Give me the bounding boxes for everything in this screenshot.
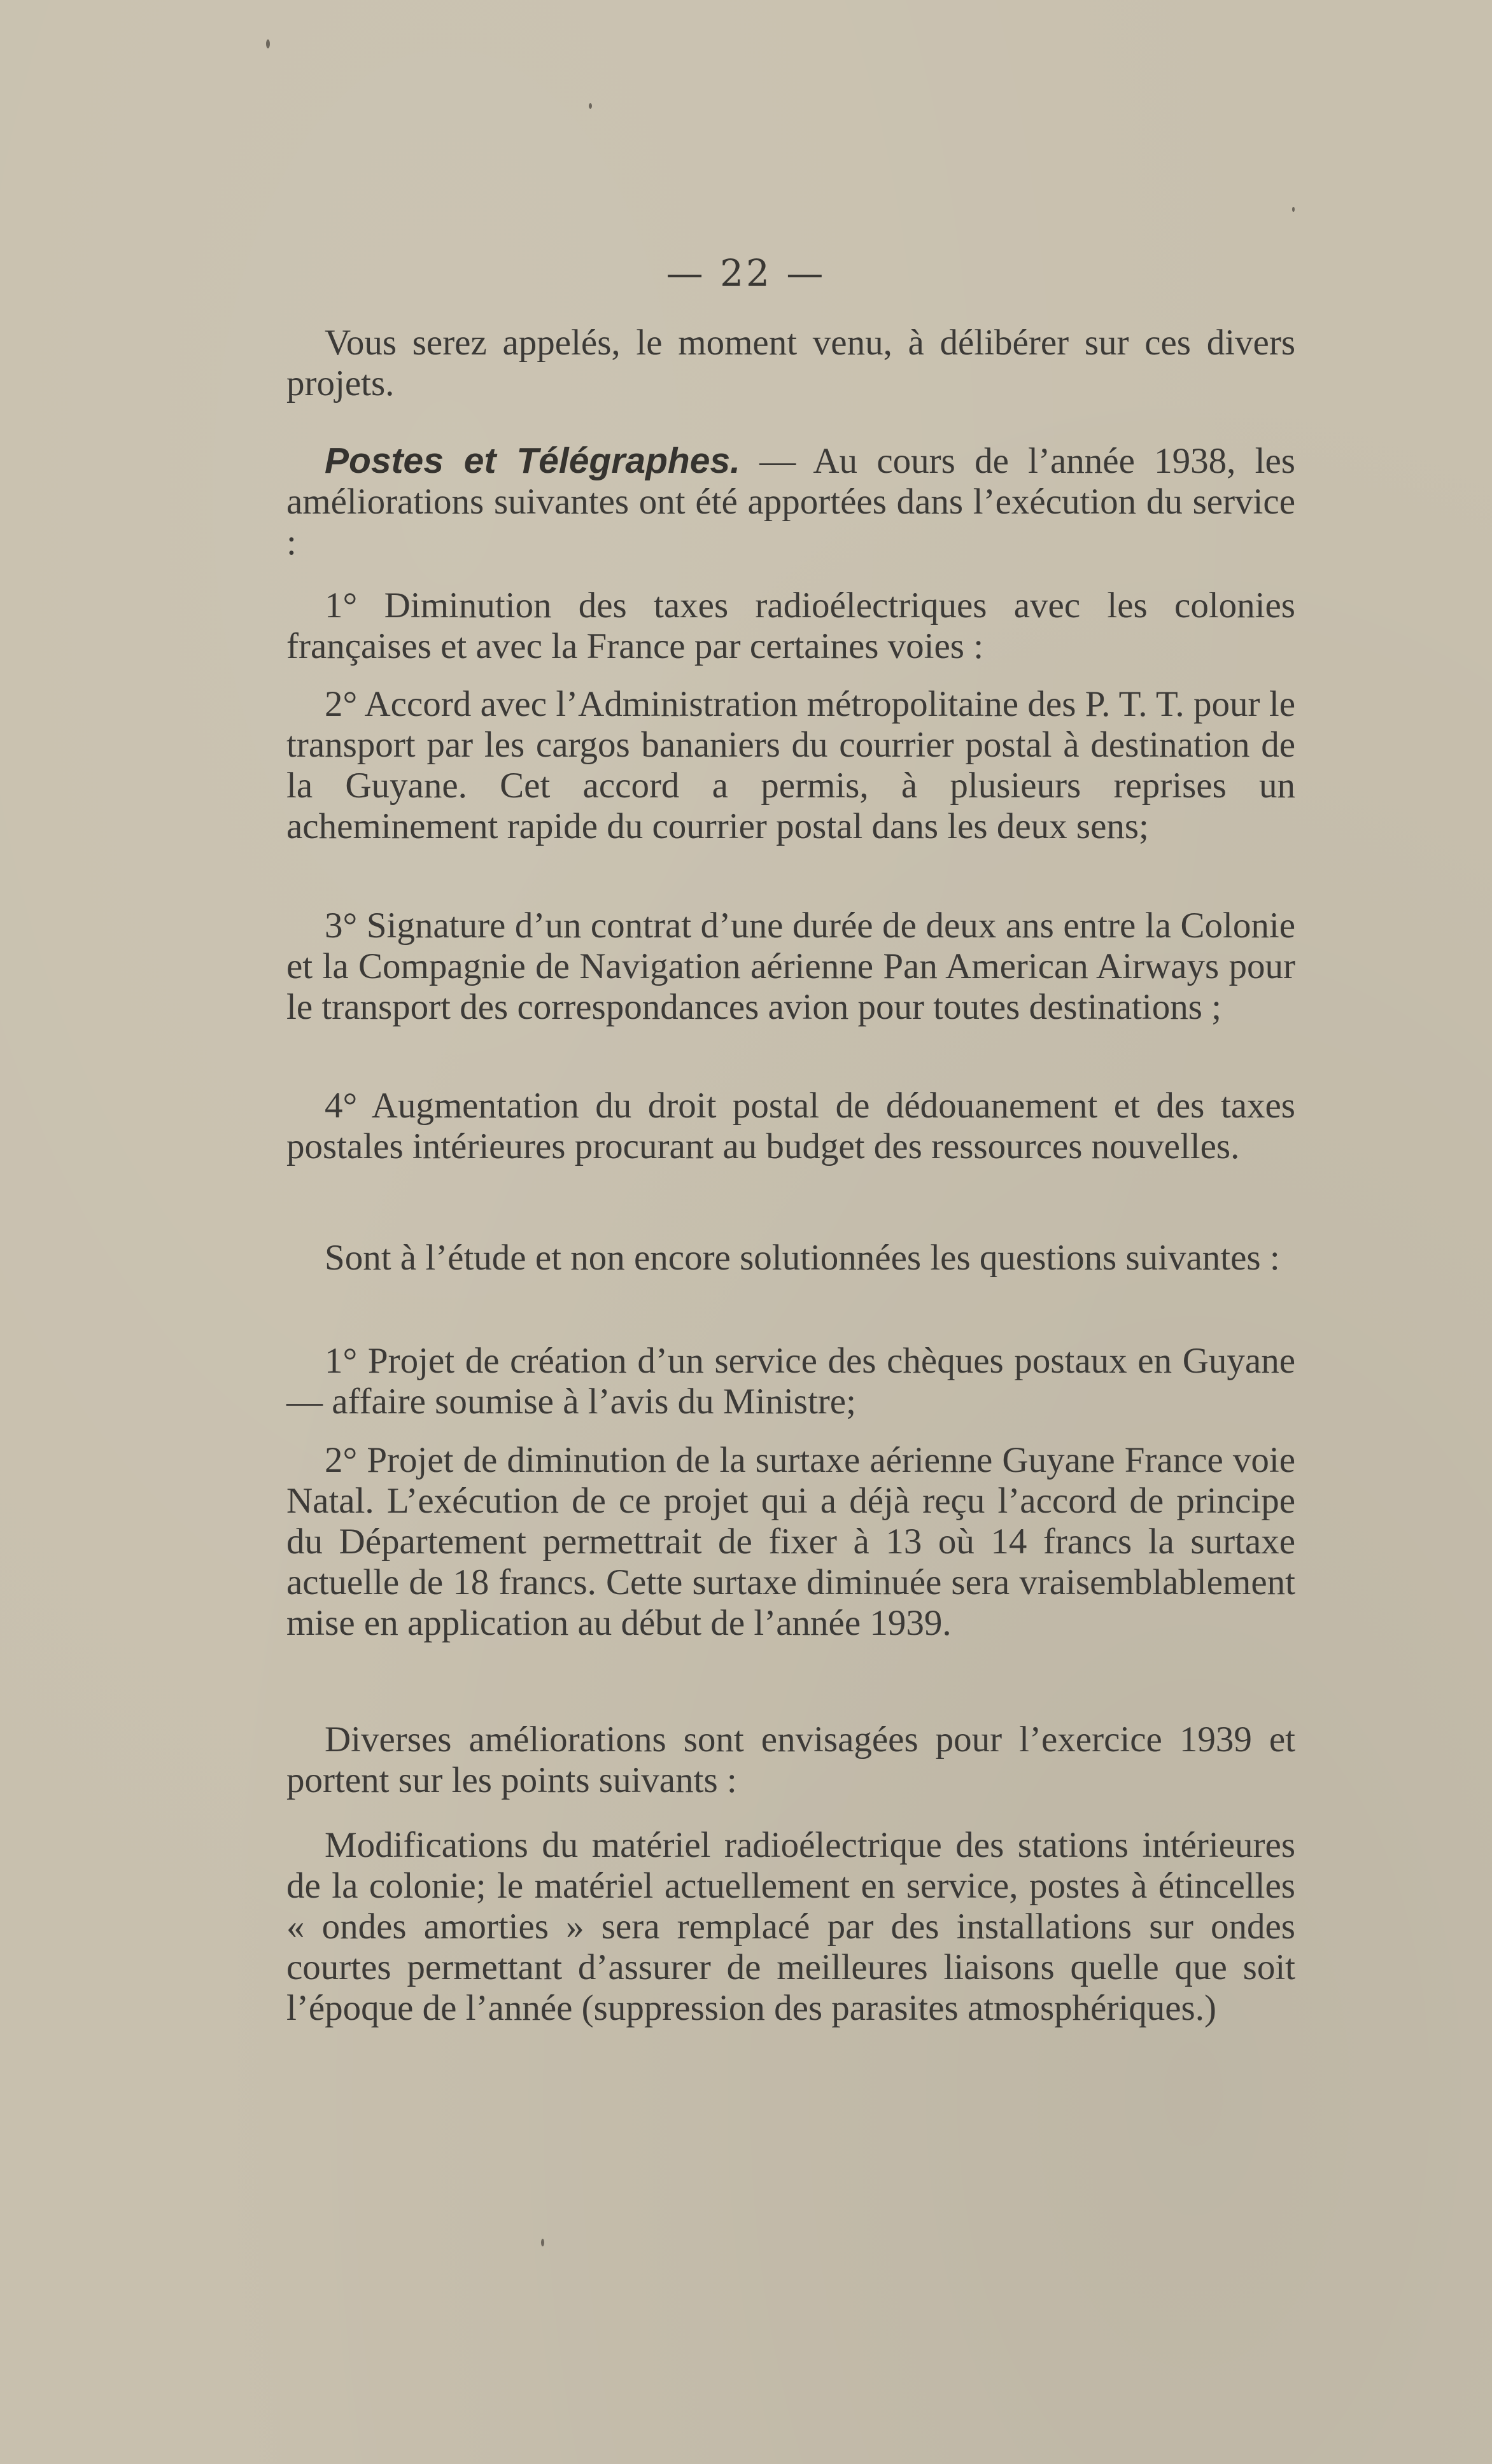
paragraph-text: — Au cours de l’année 1938, les améliorations suivantes ont été apportées dans l’exécution du service : bbox=[286, 441, 1295, 563]
paper-speck bbox=[1292, 207, 1295, 212]
paragraph-improvements bbox=[286, 1719, 1295, 1801]
paragraph-text: 1° Diminution des taxes radioélectriques avec les colonies françaises et avec la France par certaines voies : bbox=[286, 585, 1295, 666]
paragraph-text: Vous serez appelés, le moment venu, à délibérer sur ces divers projets. bbox=[286, 323, 1295, 403]
paragraph-text: 4° Augmentation du droit postal de dédouanement et des taxes postales intérieures procurant au budget des ressources nouvelles. bbox=[286, 1086, 1295, 1166]
paper-speck bbox=[266, 39, 270, 48]
paragraph-text: Modifications du matériel radioélectrique des stations intérieures de la colonie; le matériel actuellement en service, postes à étincelles « ondes amorties » sera remplacé par des installations sur ondes courtes permettant d’assurer de meilleures liaisons quelle que soit l’époque de l’année (suppression des parasites atmosphériques.) bbox=[286, 1825, 1295, 2028]
page-number: — 22 — bbox=[666, 251, 826, 295]
paragraph-intro bbox=[286, 323, 1295, 404]
paragraph-text: 2° Projet de diminution de la surtaxe aérienne Guyane France voie Natal. L’exécution de ce projet qui a déjà reçu l’accord de principe du Département permettrait de fixer à 13 où 14 francs la surtaxe actuelle de 18 francs. Cette surtaxe diminuée sera vraisemblablement mise en application au début de l’année 1939. bbox=[286, 1440, 1295, 1643]
paper-speck bbox=[589, 103, 592, 109]
paragraph-item-2 bbox=[286, 684, 1295, 847]
paragraph-text: Sont à l’étude et non encore solutionnées les questions suivantes : bbox=[325, 1238, 1280, 1278]
paragraph-modifications bbox=[286, 1825, 1295, 2029]
paragraph-text: Diverses améliorations sont envisagées pour l’exercice 1939 et portent sur les points suivants : bbox=[286, 1719, 1295, 1800]
paragraph-study bbox=[286, 1238, 1295, 1278]
paper-speck bbox=[541, 2239, 544, 2246]
paragraph-text: 2° Accord avec l’Administration métropolitaine des P. T. T. pour le transport par les cargos bananiers du courrier postal à destination de la Guyane. Cet accord a permis, à plusieurs reprises un acheminement rapide du courrier postal dans les deux sens; bbox=[286, 684, 1295, 846]
paragraph-study-1 bbox=[286, 1341, 1295, 1422]
paragraph-text: 1° Projet de création d’un service des chèques postaux en Guyane — affaire soumise à l’avis du Ministre; bbox=[286, 1341, 1295, 1422]
paragraph-postes bbox=[286, 440, 1295, 563]
paragraph-item-1 bbox=[286, 585, 1295, 667]
paragraph-item-4 bbox=[286, 1086, 1295, 1167]
paragraph-item-3 bbox=[286, 906, 1295, 1028]
paragraph-study-2 bbox=[286, 1440, 1295, 1644]
paragraph-text: 3° Signature d’un contrat d’une durée de deux ans entre la Colonie et la Compagnie de Navigation aérienne Pan American Airways pour le transport des correspondances avion pour toutes destinations ; bbox=[286, 906, 1295, 1027]
section-title: Postes et Télégraphes. bbox=[325, 440, 740, 481]
